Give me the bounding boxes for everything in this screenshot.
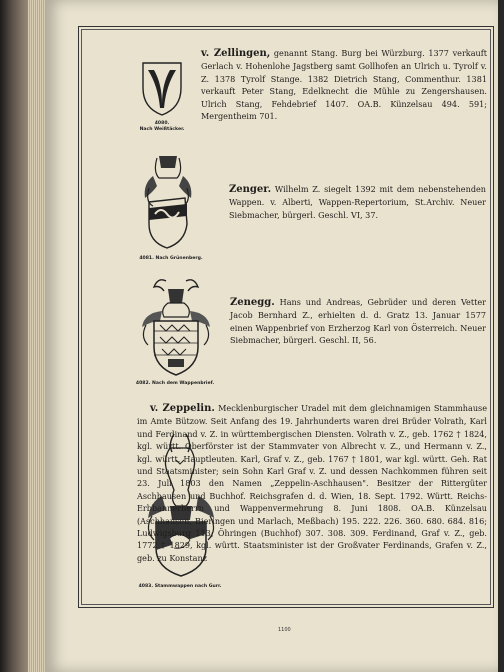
entry-body: genannt Stang. Burg bei Würzburg. 1377 verkauft Gerlach v. Hohenlohe Jagstberg samt Gollhofen an Ulrich u. Tyrolf v. Z. 1378 Tyrolf Stange. 1382 Dietrich Stang, Commenthur. 1381 verkauft Peter Stang, Edelknecht die Mühle zu Zengershausen. Ulrich Stang, Fehdebrief 1407. OA.B. Künzelsau 494. 591; Mergentheim 701. <box>201 48 488 122</box>
entry-body: Hans und Andreas, Gebrüder und deren Vetter Jacob Bernhard Z., erhielten d. d. Gratz 13. Januar 1577 einen Wappenbrief von Erzherzog Karl von Österreich. Neuer Siebmacher, bürgerl. Geschl. II, 56. <box>230 297 487 346</box>
entry-heading: Zenger. <box>229 184 272 195</box>
entry-heading: v. Zeppelin. <box>150 403 215 414</box>
figure-caption <box>130 381 220 387</box>
coat-of-arms-zellingen <box>140 60 184 118</box>
entry-body: Mecklenburgischer Uradel mit dem gleichnamigen Stammhause im Amte Bützow. Seit Anfang des 19. Jahrhunderts waren drei Brüder Volrath, Karl und Ferdinand v. Z. in württembergischen Diensten. Volrath v. Z., geb. 1762 † 1824, kgl. württ. Oberförster ist der Stammvater von Albrecht v. Z., und Hermann v. Z., kgl. württ. Hauptleuten. Karl, Graf v. Z., geb. 1767 † 1801, war kgl. württ. Geh. Rat und Staatsminister; sein Sohn Karl Graf v. Z. und dessen Nachkommen führen seit 23. Juli 1803 den Namen „Zeppelin-Aschhausen". Besitzer der Rittergüter Aschhausen und Buchhof. Reichsgrafen d. d. Wien, 18. Sept. 1792. Württ. Reichs-Erbbannerherrn und Wappenvermehrung 8. Juni 1808. OA.B. Künzelsau (Aschhausen, Bieringen und Marlach, Meßbach) 195. 222. 226. 360. 680. 684. 816; Ludwigsburg 113; Öhringen (Buchhof) 307. 308. 309. Ferdinand, Graf v. Z., geb. 1772 † 1829, kgl. württ. Staatsminister ist der Großvater Ferdinands, Grafen v. Z., geb. zu Konstanz <box>137 403 487 563</box>
figure-source: Stammwappen nach Gurr. <box>154 584 222 589</box>
figure-caption <box>130 584 230 590</box>
figure-caption <box>128 121 196 133</box>
entry-heading: Zenegg. <box>230 297 275 308</box>
figure-source: Nach Weißtäcker. <box>139 127 185 132</box>
page-number: 1100 <box>278 627 291 633</box>
entry-zenger <box>229 183 486 221</box>
figure-number: 4082. <box>135 381 151 386</box>
figure-source: Nach Grünenberg. <box>155 256 203 261</box>
figure-number: 4083. <box>138 584 154 589</box>
coat-of-arms-zenger <box>139 152 197 252</box>
entry-body: Wilhelm Z. siegelt 1392 mit dem nebenstehenden Wappen. v. Alberti, Wappen-Repertorium, St.Archiv. Neuer Siebmacher, bürgerl. Geschl. VI, 37. <box>229 184 486 220</box>
page-stack-edge <box>28 0 48 672</box>
entry-heading: v. Zellingen, <box>201 48 271 59</box>
coat-of-arms-zenegg <box>138 275 214 379</box>
entry-zellingen <box>201 47 487 122</box>
entry-zenegg <box>230 296 486 347</box>
entry-zeppelin <box>137 402 487 564</box>
figure-source: Nach dem Wappenbrief. <box>152 381 215 386</box>
figure-caption <box>130 256 212 262</box>
figure-number: 4080. <box>154 121 170 126</box>
figure-number: 4081. <box>139 256 154 261</box>
